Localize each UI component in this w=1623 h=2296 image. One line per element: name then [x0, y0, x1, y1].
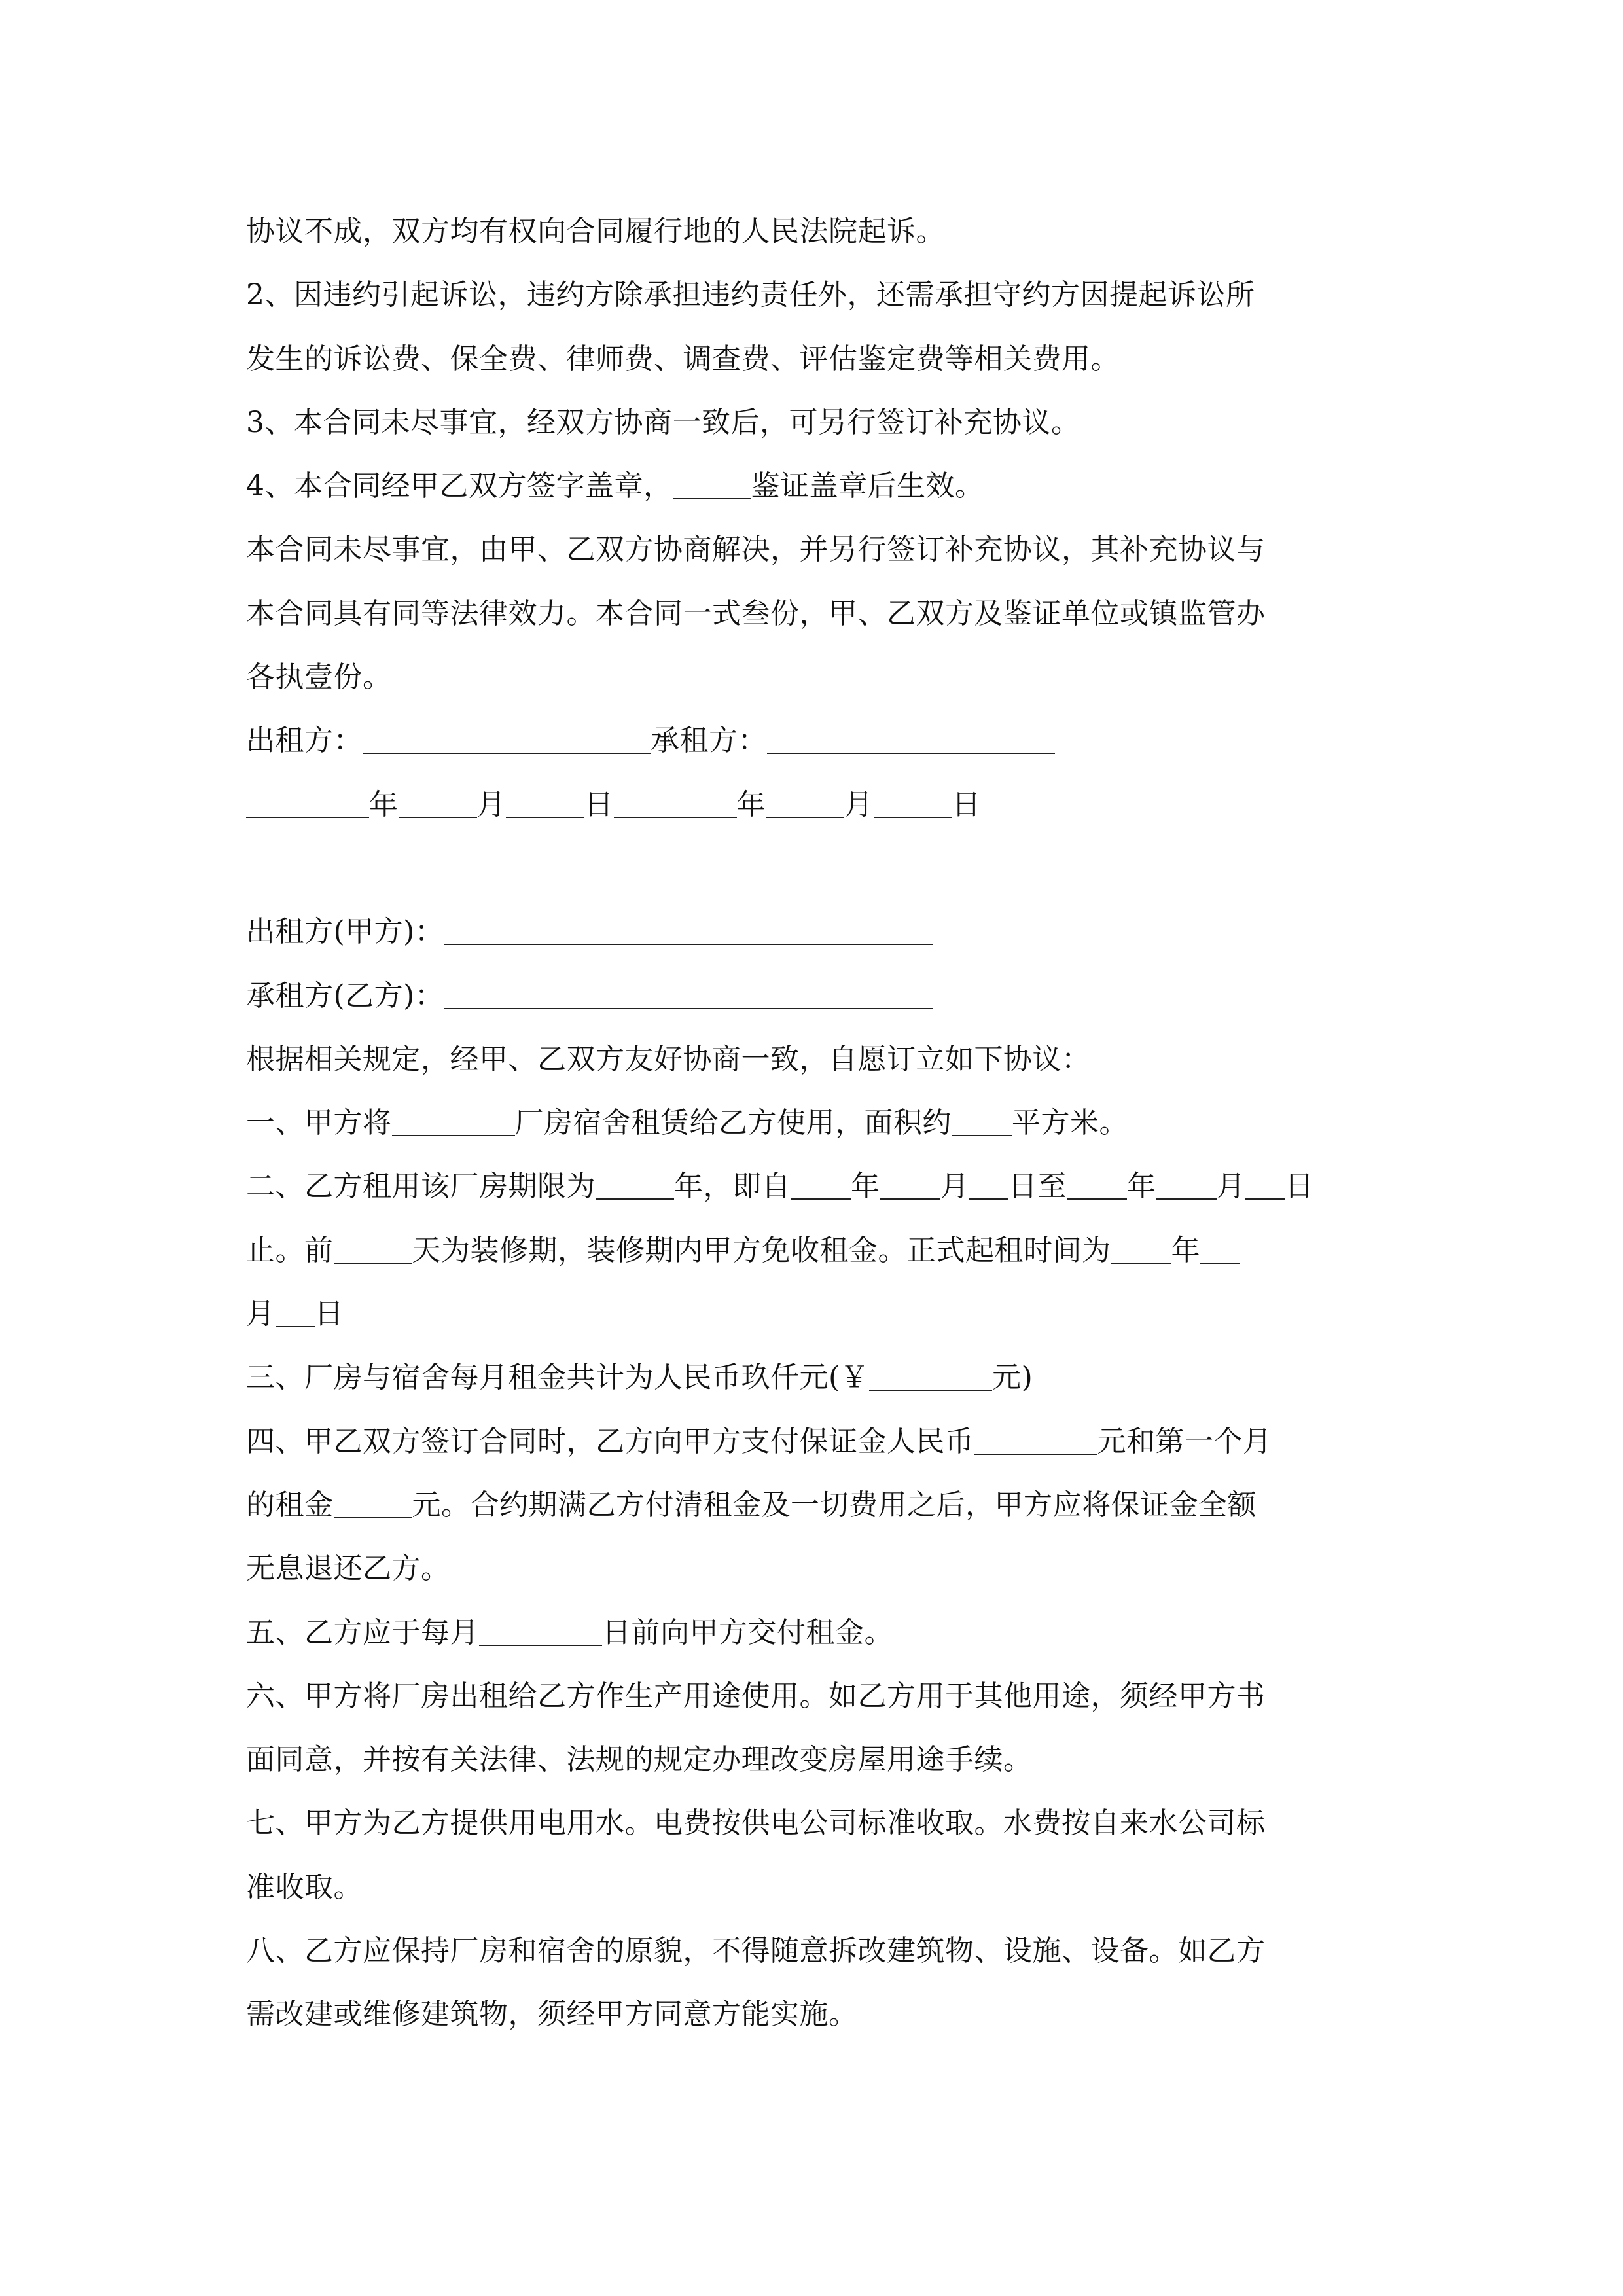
article-2-line-3: 月 日	[246, 1282, 1378, 1346]
preamble: 根据相关规定，经甲、乙双方友好协商一致，自愿订立如下协议：	[246, 1042, 1091, 1076]
article-3: 三、厂房与宿舍每月租金共计为人民币玖仟元(￥ 元)	[246, 1346, 1378, 1409]
blank-field[interactable]	[952, 1102, 1012, 1136]
article-1: 一、甲方将 厂房宿舍租赁给乙方使用，面积约 平方米。	[246, 1091, 1378, 1155]
article-7-line-2: 准收取。	[246, 1870, 363, 1904]
blank-field[interactable]	[479, 1612, 602, 1646]
blank-field[interactable]	[1156, 1166, 1217, 1200]
blank-line	[246, 836, 1378, 900]
blank-field[interactable]	[399, 784, 477, 818]
article-5: 五、乙方应于每月 日前向甲方交付租金。	[246, 1601, 1378, 1664]
clause-3: 3、本合同未尽事宜，经双方协商一致后，可另行签订补充协议。	[246, 405, 1080, 439]
blank-field[interactable]	[596, 1166, 674, 1200]
party-a-field[interactable]	[444, 911, 933, 945]
blank-field[interactable]	[392, 1102, 515, 1136]
article-2-line-1: 二、乙方租用该厂房期限为 年，即自 年 月 日至 年 月 日	[246, 1155, 1378, 1218]
blank-field[interactable]	[791, 1166, 851, 1200]
article-4-line-1: 四、甲乙双方签订合同时，乙方向甲方支付保证金人民币 元和第一个月	[246, 1410, 1378, 1473]
article-4-line-2: 的租金 元。合约期满乙方付清租金及一切费用之后，甲方应将保证金全额	[246, 1473, 1378, 1537]
blank-field[interactable]	[1067, 1166, 1127, 1200]
article-8-line-2: 需改建或维修建筑物，须经甲方同意方能实施。	[246, 1998, 858, 2032]
blank-field[interactable]	[1245, 1166, 1285, 1200]
blank-field[interactable]	[869, 1357, 992, 1391]
contract-body	[246, 200, 1378, 2047]
blank-field[interactable]	[673, 465, 751, 499]
supplement-line-2: 本合同具有同等法律效力。本合同一式叁份，甲、乙双方及鉴证单位或镇监管办	[246, 596, 1266, 630]
article-6-line-2: 面同意，并按有关法律、法规的规定办理改变房屋用途手续。	[246, 1743, 1033, 1777]
blank-field[interactable]	[1111, 1230, 1171, 1264]
signature-date-line: 年 月 日 年 月 日	[246, 773, 1378, 836]
clause-2-line-2: 发生的诉讼费、保全费、律师费、调查费、评估鉴定费等相关费用。	[246, 342, 1120, 376]
clause-2-line-1: 2、因违约引起诉讼，违约方除承担违约责任外，还需承担守约方因提起诉讼所	[246, 278, 1255, 312]
lessor-signature-field[interactable]	[363, 720, 651, 754]
blank-field[interactable]	[969, 1166, 1008, 1200]
party-b-line: 承租方(乙方)：	[246, 964, 1378, 1028]
article-6-line-1: 六、甲方将厂房出租给乙方作生产用途使用。如乙方用于其他用途，须经甲方书	[246, 1679, 1266, 1713]
article-4-line-3: 无息退还乙方。	[246, 1552, 450, 1586]
blank-field[interactable]	[614, 784, 737, 818]
lessee-signature-field[interactable]	[767, 720, 1055, 754]
article-8-line-1: 八、乙方应保持厂房和宿舍的原貌，不得随意拆改建筑物、设施、设备。如乙方	[246, 1934, 1266, 1968]
text-line: 协议不成，双方均有权向合同履行地的人民法院起诉。	[246, 215, 945, 248]
blank-field[interactable]	[506, 784, 584, 818]
signature-line: 出租方： 承租方：	[246, 709, 1378, 772]
article-7-line-1: 七、甲方为乙方提供用电用水。电费按供电公司标准收取。水费按自来水公司标	[246, 1806, 1266, 1840]
party-b-field[interactable]	[444, 975, 933, 1009]
party-a-line: 出租方(甲方)：	[246, 900, 1378, 963]
supplement-line-1: 本合同未尽事宜，由甲、乙双方协商解决，并另行签订补充协议，其补充协议与	[246, 533, 1266, 567]
article-2-line-2: 止。前 天为装修期，装修期内甲方免收租金。正式起租时间为 年	[246, 1219, 1378, 1282]
clause-4: 4、本合同经甲乙双方签字盖章， 鉴证盖章后生效。	[246, 454, 1378, 518]
blank-field[interactable]	[874, 784, 952, 818]
blank-field[interactable]	[276, 1293, 315, 1327]
blank-field[interactable]	[246, 784, 369, 818]
blank-field[interactable]	[1200, 1230, 1240, 1264]
blank-field[interactable]	[974, 1421, 1097, 1455]
blank-field[interactable]	[880, 1166, 940, 1200]
blank-field[interactable]	[334, 1484, 412, 1518]
blank-field[interactable]	[766, 784, 844, 818]
supplement-line-3: 各执壹份。	[246, 660, 392, 694]
blank-field[interactable]	[334, 1230, 412, 1264]
